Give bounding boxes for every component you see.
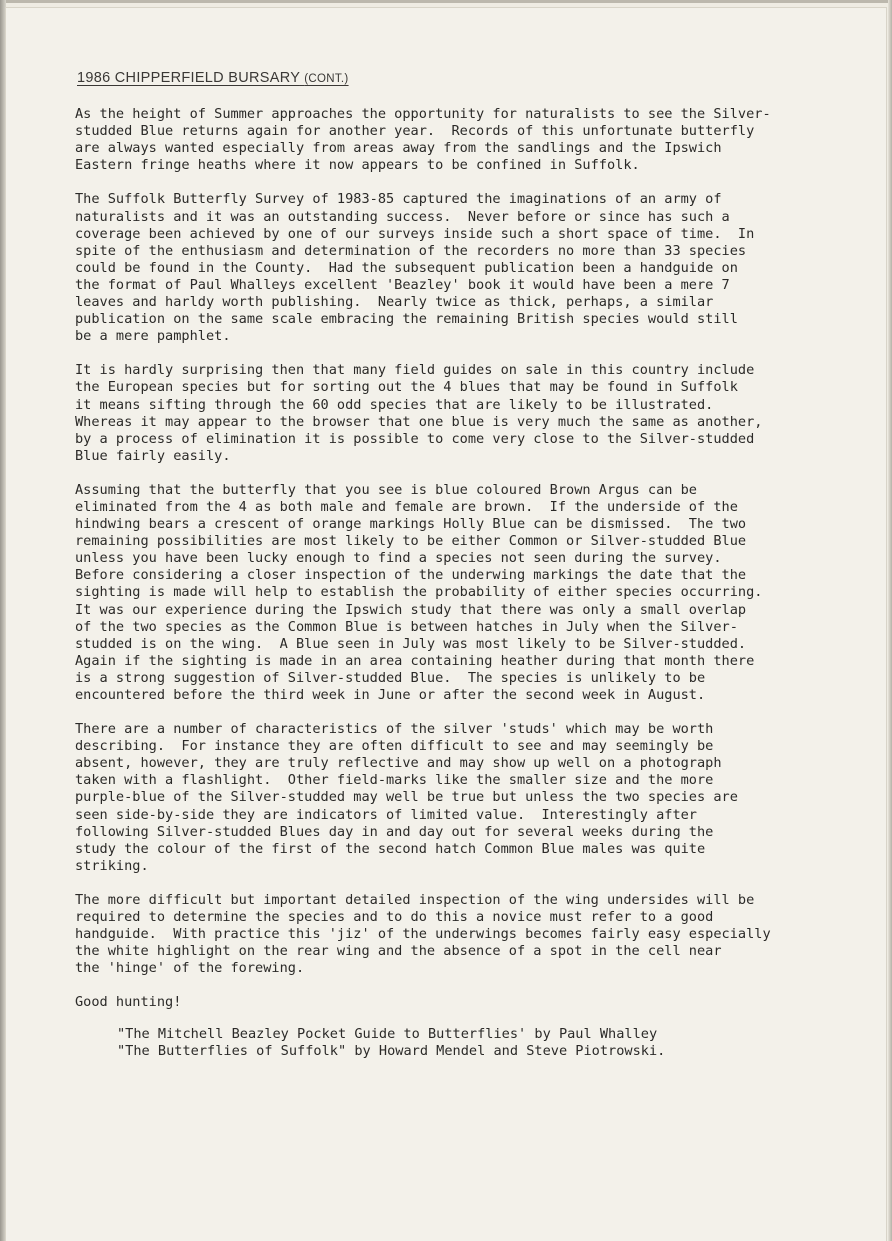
paragraph-line: The Suffolk Butterfly Survey of 1983-85 captured the imaginations of an army of bbox=[75, 191, 722, 208]
paragraph bbox=[75, 892, 855, 977]
paragraph-line: it means sifting through the 60 odd species that are likely to be illustrated. bbox=[75, 396, 714, 413]
paragraph-line: Whereas it may appear to the browser that one blue is very much the same as another, bbox=[75, 413, 763, 430]
paragraph-line: handguide. With practice this 'jiz' of the underwings becomes fairly easy especially bbox=[75, 926, 771, 943]
paragraph-line: leaves and harldy worth publishing. Nearly twice as thick, perhaps, a similar bbox=[75, 294, 714, 311]
paragraph-line: spite of the enthusiasm and determination of the recorders no more than 33 species bbox=[75, 242, 747, 259]
closing-line: Good hunting! bbox=[75, 994, 182, 1011]
page-top-edge bbox=[0, 0, 892, 3]
heading-title: 1986 CHIPPERFIELD BURSARY bbox=[77, 70, 300, 86]
paragraph-line: eliminated from the 4 as both male and female are brown. If the underside of the bbox=[75, 498, 738, 515]
paragraph-line: of the two species as the Common Blue is between hatches in July when the Silver- bbox=[75, 618, 738, 635]
paragraph-line: coverage been achieved by one of our surveys inside such a short space of time. In bbox=[75, 225, 755, 242]
paragraph-line: study the colour of the first of the second hatch Common Blue males was quite bbox=[75, 840, 706, 857]
paragraph-line: the format of Paul Whalleys excellent 'Beazley' book it would have been a mere 7 bbox=[75, 276, 730, 293]
references bbox=[117, 1026, 855, 1060]
paragraph-line: The more difficult but important detailed inspection of the wing undersides will be bbox=[75, 891, 755, 908]
paragraph-line: unless you have been lucky enough to find a species not seen during the survey. bbox=[75, 550, 722, 567]
paragraph-line: following Silver-studded Blues day in and day out for several weeks during the bbox=[75, 823, 714, 840]
paragraph bbox=[75, 482, 855, 704]
paragraph-line: are always wanted especially from areas away from the sandlings and the Ipswich bbox=[75, 140, 722, 157]
paragraph-line: Blue fairly easily. bbox=[75, 447, 231, 464]
paragraph-line: Again if the sighting is made in an area containing heather during that month there bbox=[75, 652, 755, 669]
paragraph bbox=[75, 362, 855, 465]
paragraph-line: is a strong suggestion of Silver-studded Blue. The species is unlikely to be bbox=[75, 669, 706, 686]
paragraph-line: There are a number of characteristics of the silver 'studs' which may be worth bbox=[75, 721, 714, 738]
paragraph-line: by a process of elimination it is possible to come very close to the Silver-studded bbox=[75, 430, 755, 447]
reference-line: "The Mitchell Beazley Pocket Guide to Butterflies' by Paul Whalley bbox=[117, 1025, 658, 1042]
paragraph-line: Assuming that the butterfly that you see is blue coloured Brown Argus can be bbox=[75, 481, 697, 498]
paragraph bbox=[75, 106, 855, 174]
paragraph-line: It was our experience during the Ipswich study that there was only a small overlap bbox=[75, 601, 747, 618]
paragraph-line: Eastern fringe heaths where it now appears to be confined in Suffolk. bbox=[75, 157, 640, 174]
paragraph bbox=[75, 721, 855, 875]
paragraph-line: encountered before the third week in June or after the second week in August. bbox=[75, 687, 706, 703]
paragraph-line: taken with a flashlight. Other field-marks like the smaller size and the more bbox=[75, 772, 714, 789]
paragraph-line: sighting is made will help to establish the probability of either species occurring. bbox=[75, 584, 763, 601]
paragraph-line: purple-blue of the Silver-studded may well be true but unless the two species are bbox=[75, 789, 738, 806]
paragraph-line: As the height of Summer approaches the opportunity for naturalists to see the Silver- bbox=[75, 106, 771, 123]
paragraph-line: It is hardly surprising then that many field guides on sale in this country include bbox=[75, 362, 755, 379]
paragraph-line: the European species but for sorting out the 4 blues that may be found in Suffolk bbox=[75, 379, 738, 396]
paragraph-line: studded is on the wing. A Blue seen in July was most likely to be Silver-studded. bbox=[75, 635, 747, 652]
paragraph-line: absent, however, they are truly reflective and may show up well on a photograph bbox=[75, 755, 722, 772]
paragraph-line: hindwing bears a crescent of orange markings Holly Blue can be dismissed. The two bbox=[75, 516, 747, 533]
paragraphs bbox=[75, 106, 855, 977]
paragraph-line: publication on the same scale embracing the remaining British species would still bbox=[75, 311, 738, 328]
paragraph-line: studded Blue returns again for another year. Records of this unfortunate butterfly bbox=[75, 123, 755, 140]
paragraph-line: Before considering a closer inspection of the underwing markings the date that the bbox=[75, 567, 747, 584]
paragraph-line: remaining possibilities are most likely to be either Common or Silver-studded Blue bbox=[75, 533, 747, 550]
paragraph-line: the white highlight on the rear wing and the absence of a spot in the cell near bbox=[75, 943, 722, 960]
page-right-edge bbox=[888, 0, 892, 1241]
reference-line: "The Butterflies of Suffolk" by Howard Mendel and Steve Piotrowski. bbox=[117, 1042, 666, 1059]
paragraph-line: seen side-by-side they are indicators of limited value. Interestingly after bbox=[75, 806, 697, 823]
heading-continued: (CONT.) bbox=[304, 73, 349, 85]
paragraph-line: required to determine the species and to do this a novice must refer to a good bbox=[75, 909, 714, 926]
paragraph bbox=[75, 191, 855, 345]
paragraph-line: describing. For instance they are often difficult to see and may seemingly be bbox=[75, 738, 714, 755]
paragraph-line: naturalists and it was an outstanding success. Never before or since has such a bbox=[75, 208, 730, 225]
document-heading bbox=[77, 70, 855, 88]
paragraph-line: striking. bbox=[75, 857, 149, 874]
paragraph-line: be a mere pamphlet. bbox=[75, 328, 231, 345]
document-body bbox=[75, 70, 855, 1060]
paragraph-line: could be found in the County. Had the subsequent publication been a handguide on bbox=[75, 259, 738, 276]
paragraph-line: the 'hinge' of the forewing. bbox=[75, 960, 305, 977]
